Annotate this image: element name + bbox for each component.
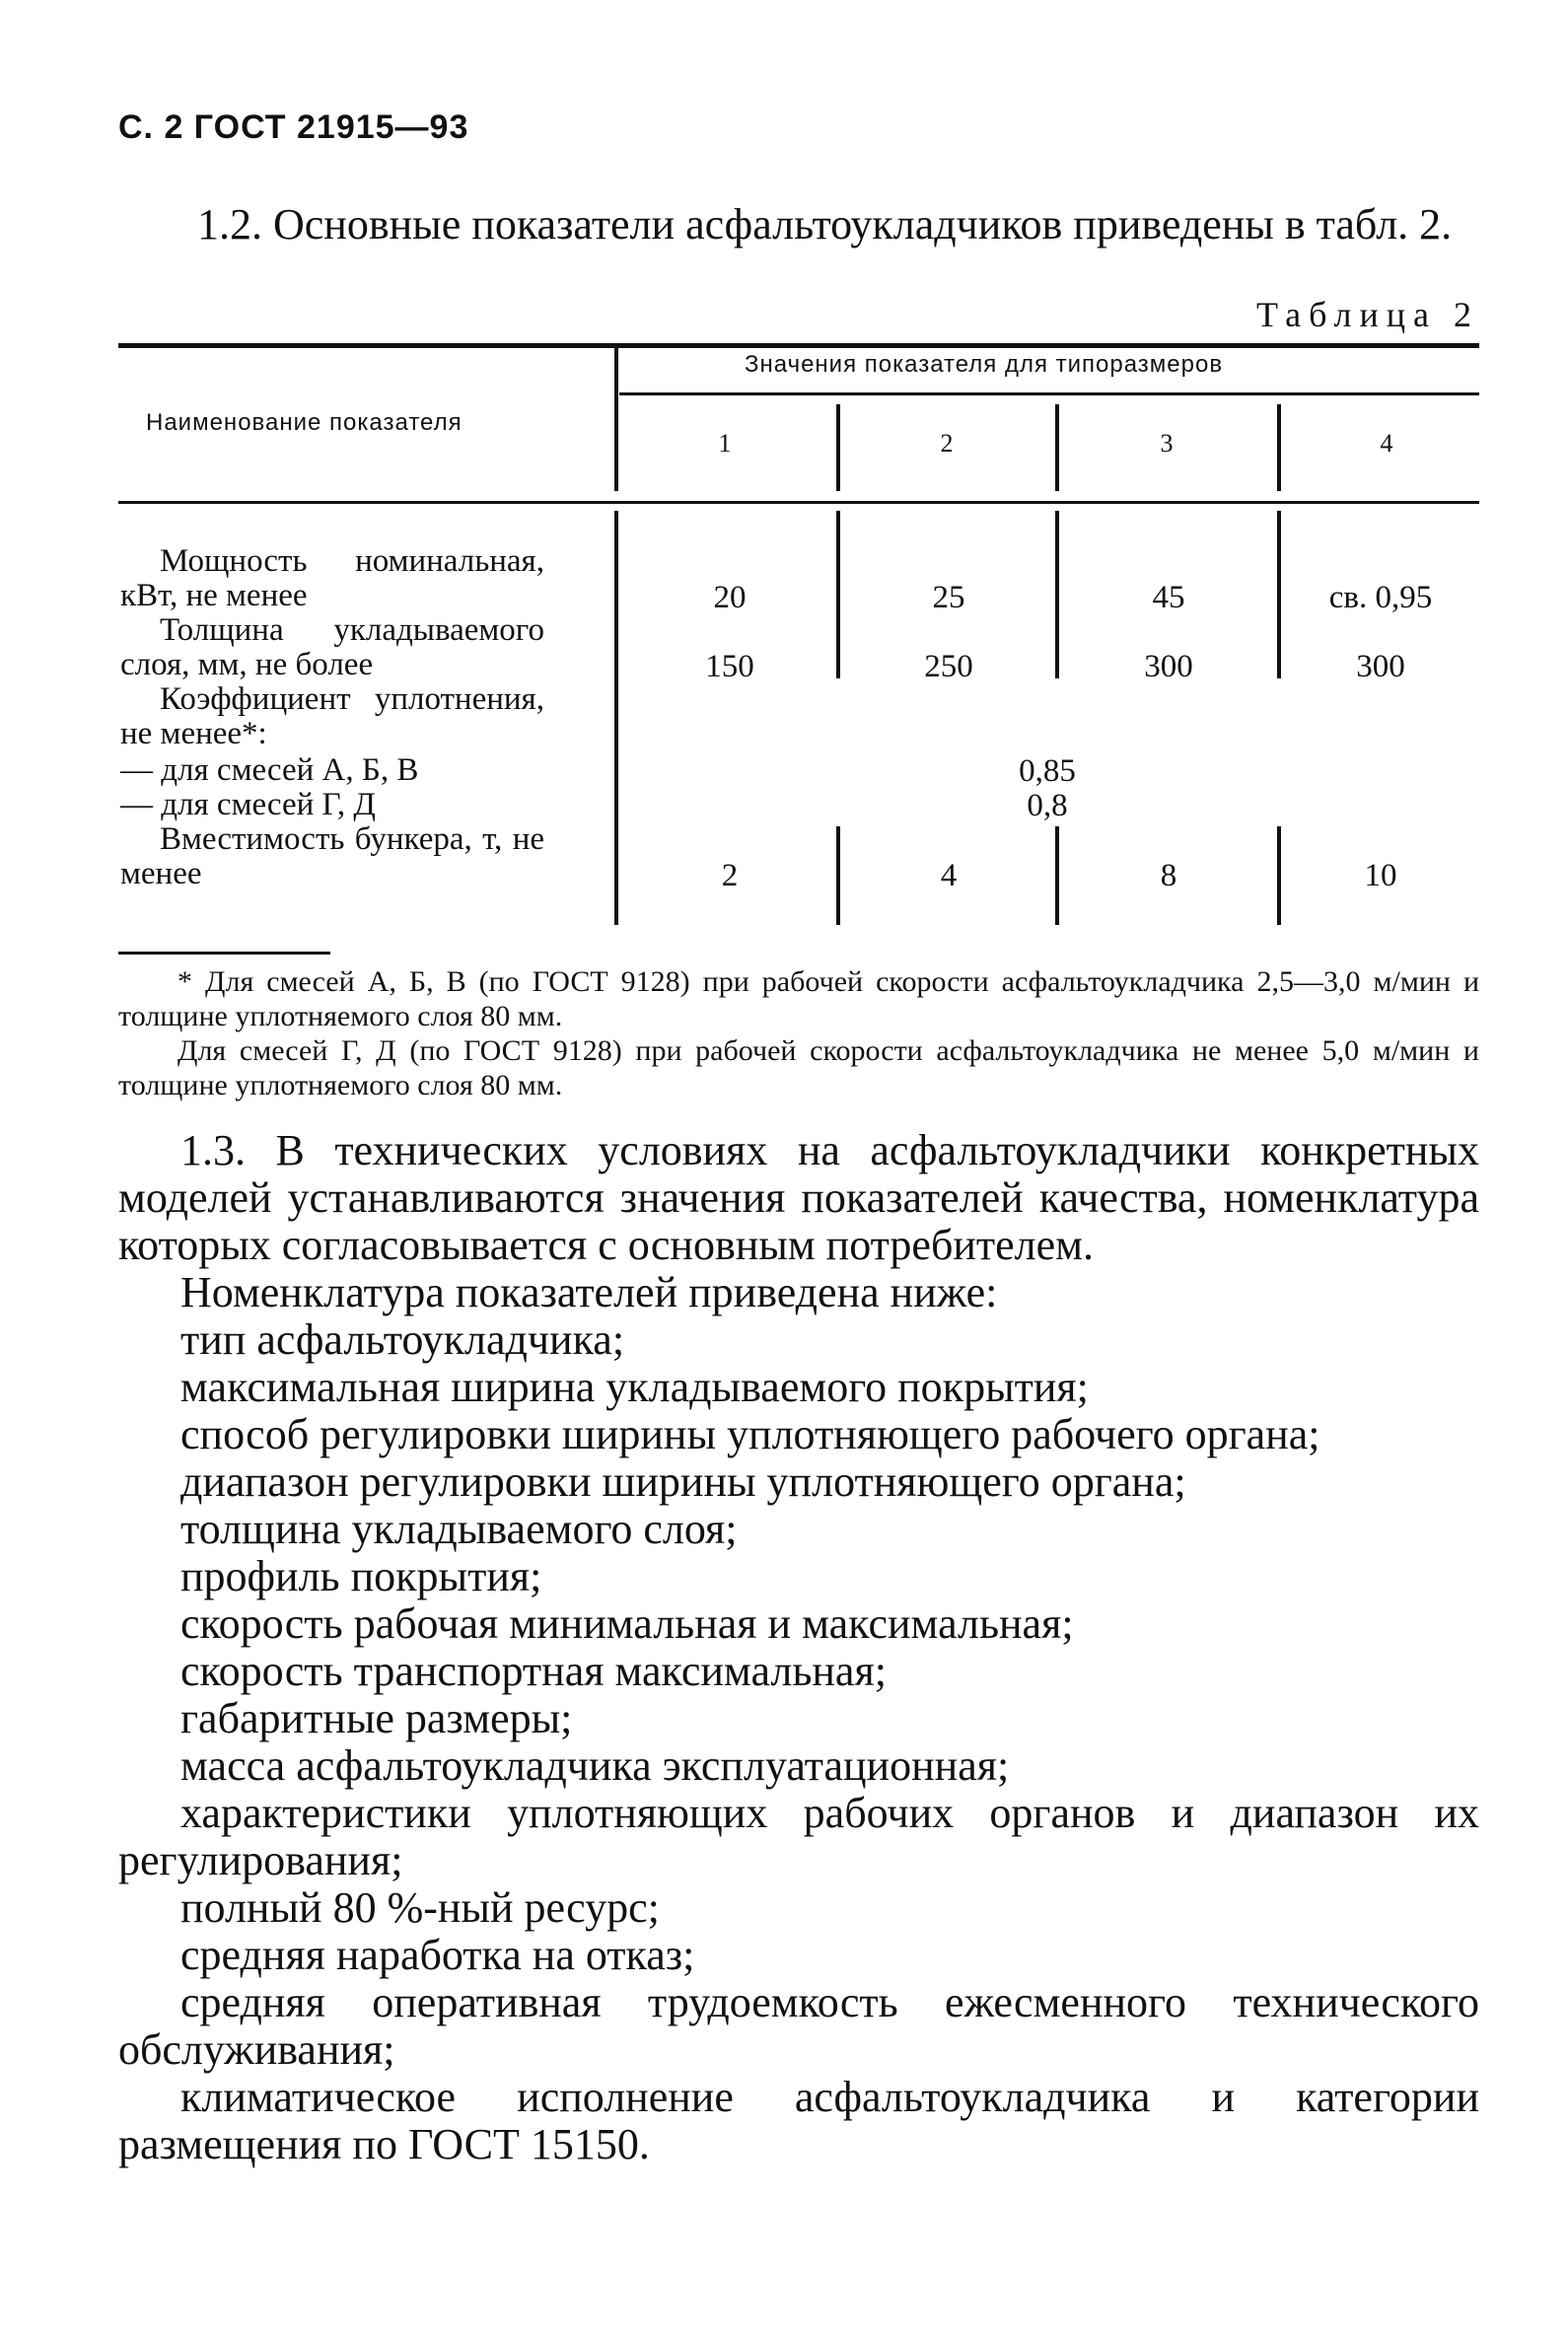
table-cell: 0,85: [1019, 753, 1076, 789]
list-item: характеристики уплотняющих рабочих органов и диапазон их регулирования;: [118, 1789, 1479, 1884]
table-cell: 250: [924, 649, 973, 684]
table-row-label: — для смесей Г, Д: [120, 787, 376, 822]
table-vline: [1055, 404, 1059, 491]
table-param-header: Наименование показателя: [146, 409, 463, 436]
table-vline: [836, 404, 840, 491]
table-caption: Таблица 2: [1256, 295, 1479, 334]
table-vline: [836, 511, 840, 678]
list-intro: Номенклатура показателей приведена ниже:: [180, 1268, 998, 1316]
table-cell: 20: [713, 580, 747, 615]
table-cell: 45: [1152, 580, 1185, 615]
table-cell: 4: [940, 858, 958, 893]
table-row-label: Вместимость бункера, т, не менее: [120, 821, 544, 891]
list-item: максимальная ширина укладываемого покрытия;: [180, 1363, 1089, 1411]
size-header: 1: [718, 429, 732, 458]
footnote: Для смесей Г, Д (по ГОСТ 9128) при рабочей скорости асфальтоукладчика не менее 5,0 м/мин и толщине уплотняемого слоя 80 мм.: [118, 1034, 1479, 1101]
table-row-label: Мощность номинальная, кВт, не менее: [120, 543, 544, 613]
table-header-bottom-rule: [118, 501, 1479, 504]
list-item: климатическое исполнение асфальтоукладчика и категории размещения по ГОСТ 15150.: [118, 2073, 1479, 2168]
section-paragraph: 1.3. В технических условиях на асфальтоукладчики конкретных моделей устанавливаются значения показателей качества, номенклатура которых согласовывается с основным потребителем.: [118, 1126, 1479, 1269]
table-vline: [614, 511, 618, 925]
page-header: С. 2 ГОСТ 21915—93: [118, 108, 469, 146]
table-cell: 2: [721, 858, 739, 893]
table-cell: 8: [1160, 858, 1177, 893]
table-cell: св. 0,95: [1328, 580, 1433, 615]
table-row-label: Толщина укладываемого слоя, мм, не более: [120, 612, 544, 682]
table-cell: 0,8: [1027, 788, 1068, 823]
table-group-header: Значения показателя для типоразмеров: [745, 351, 1224, 378]
table-top-rule: [118, 343, 1479, 348]
list-item: профиль покрытия;: [180, 1552, 542, 1600]
footnote: * Для смесей А, Б, В (по ГОСТ 9128) при рабочей скорости асфальтоукладчика 2,5—3,0 м/мин и толщине уплотняемого слоя 80 мм.: [118, 965, 1479, 1032]
list-item: скорость рабочая минимальная и максимальная;: [180, 1599, 1074, 1648]
table-cell: 300: [1356, 649, 1405, 684]
size-header: 3: [1160, 429, 1174, 458]
list-item: средняя наработка на отказ;: [180, 1931, 695, 1979]
list-item: тип асфальтоукладчика;: [180, 1315, 625, 1364]
list-item: масса асфальтоукладчика эксплуатационная;: [180, 1741, 1010, 1790]
size-header: 4: [1380, 429, 1393, 458]
table-cell: 300: [1144, 649, 1193, 684]
table-vline: [614, 347, 618, 491]
list-item: скорость транспортная максимальная;: [180, 1647, 887, 1695]
table-vline: [1055, 826, 1059, 925]
section-body: [118, 1127, 1479, 2168]
list-item: диапазон регулировки ширины уплотняющего органа;: [180, 1457, 1186, 1506]
list-item: способ регулировки ширины уплотняющего рабочего органа;: [180, 1410, 1320, 1458]
intro-paragraph: 1.2. Основные показатели асфальтоукладчиков приведены в табл. 2.: [197, 200, 1453, 248]
size-header: 2: [940, 429, 954, 458]
list-item: толщина укладываемого слоя;: [180, 1505, 738, 1553]
list-item: габаритные размеры;: [180, 1694, 573, 1742]
table-cell: 10: [1364, 858, 1397, 893]
list-item: полный 80 %-ный ресурс;: [180, 1883, 660, 1932]
list-item: средняя оперативная трудоемкость ежесменного технического обслуживания;: [118, 1978, 1479, 2074]
table-vline: [1055, 511, 1059, 678]
table-row-label: Коэффициент уплотнения, не менее*:: [120, 681, 544, 751]
footnote-separator: [118, 952, 330, 955]
table-row-label: — для смесей А, Б, В: [120, 752, 419, 788]
table-vline: [1277, 511, 1281, 678]
table-vline: [836, 826, 840, 925]
table-cell: 150: [705, 649, 754, 684]
table-vline: [1277, 826, 1281, 925]
table-cell: 25: [932, 580, 965, 615]
table-group-rule: [619, 392, 1479, 395]
table-vline: [1277, 404, 1281, 491]
